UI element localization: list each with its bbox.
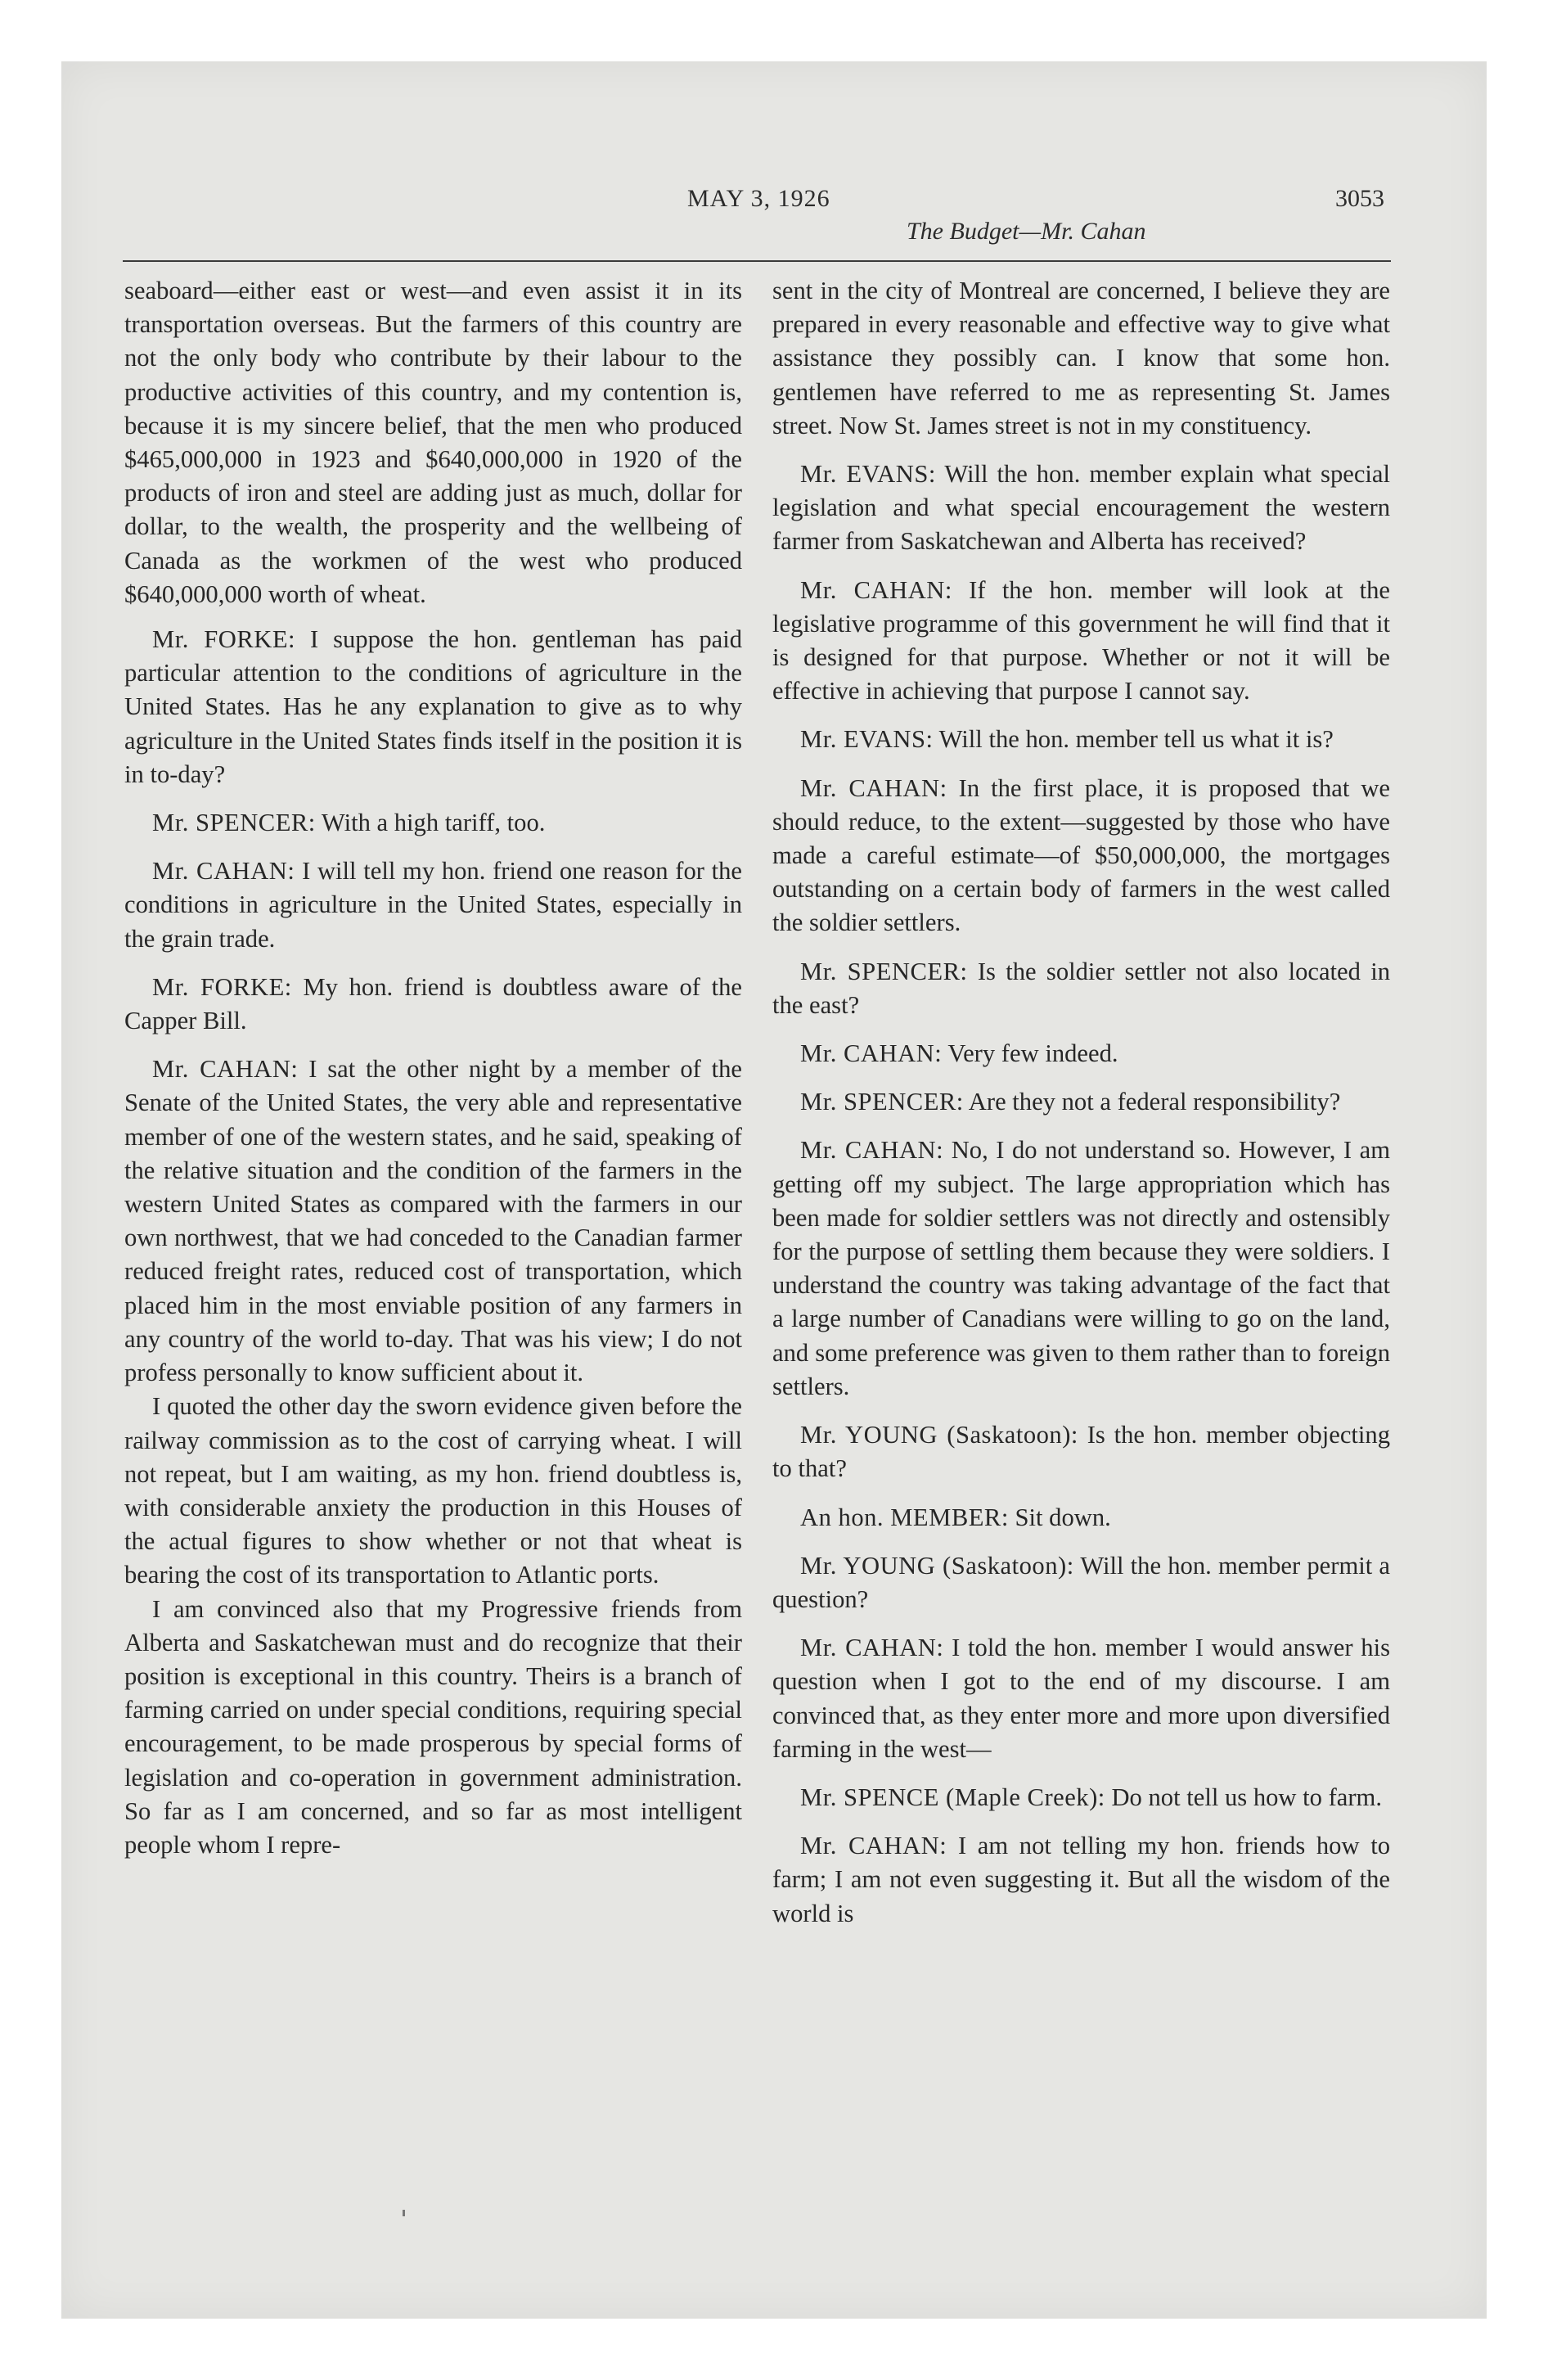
paragraph: [124, 274, 742, 611]
speaker: Mr. CAHAN:: [800, 575, 952, 604]
speaker: Mr. EVANS:: [800, 460, 936, 489]
speech: [772, 1631, 1390, 1766]
page-header: [123, 180, 1391, 254]
speech-text: Will the hon. member permit a question?: [772, 1551, 1391, 1613]
paragraph: [772, 274, 1390, 443]
speech-text: I suppose the hon. gentleman has paid particular attention to the conditions of agriculture in the United States. Has he any explanation to give as to why agriculture in the United States finds itself in the position it is in to-day?: [124, 625, 743, 788]
paragraph-text: I am convinced also that my Progressive friends from Alberta and Saskatchewan must and do recognize that their position is exceptional in this country. Theirs is a branch of farming carried on under special conditions, requiring special encouragement, to be made prosperous by special forms of legislation and co-operation in government administration. So far as I am concerned, and so far as most intelligent people whom I repre-: [124, 1594, 742, 1859]
header-rule: [123, 260, 1391, 262]
speech-text: Do not tell us how to farm.: [1111, 1783, 1382, 1811]
speech: [124, 1053, 742, 1390]
page-number: 3053: [1335, 185, 1384, 212]
speech: [124, 623, 742, 791]
speaker: Mr. SPENCER:: [800, 1088, 964, 1116]
speaker: Mr. SPENCE (Maple Creek):: [800, 1783, 1105, 1811]
speaker: Mr. FORKE:: [152, 625, 296, 654]
paragraph-text: sent in the city of Montreal are concerned, I believe they are prepared in every reasonable and effective way to give what assistance they possibly can. I know that some hon. gentlemen have referred to me as representing St. James street. Now St. James street is not in my constituency.: [772, 277, 1390, 439]
speech-text: Will the hon. member explain what special legislation and what special encouragement the western farmer from Saskatchewan and Alberta has received?: [772, 460, 1390, 556]
paragraph-text: I quoted the other day the sworn evidence given before the railway commission as to the cost of carrying wheat. I will not repeat, but I am waiting, as my hon. friend doubtless is, with considerable anxiety the production in this Houses of the actual figures to show whether or not that wheat is bearing the cost of its transportation to Atlantic ports.: [124, 1392, 742, 1589]
speech: [772, 1829, 1390, 1931]
speech: [772, 1549, 1390, 1616]
speech-text: In the first place, it is proposed that we should reduce, to the extent—suggested by those who have made a careful estimate—of $50,000,000, the mortgages outstanding on a certain body of farmers in the west called the soldier settlers.: [772, 773, 1390, 937]
speech: [772, 1037, 1390, 1071]
speaker: Mr. CAHAN:: [800, 773, 947, 802]
speech: [772, 1501, 1390, 1535]
speaker: Mr. SPENCER:: [152, 809, 316, 837]
speech-text: Are they not a federal responsibility?: [968, 1088, 1341, 1116]
speech-text: I sat the other night by a member of the Senate of the United States, the very able and representative member of one of the western states, and he said, speaking of the relative situation and the condition of the farmers in the western United States as compared with the farmers in our own northwest, that we had conceded to the Canadian farmer reduced freight rates, reduced cost of transportation, which placed him in the most enviable position of any farmers in any country of the world to-day. That was his view; I do not profess personally to know sufficient about it.: [124, 1055, 743, 1387]
speaker: Mr. SPENCER:: [800, 957, 968, 985]
speech: [772, 955, 1390, 1022]
speaker: Mr. CAHAN:: [800, 1634, 944, 1662]
speaker: Mr. EVANS:: [800, 725, 934, 754]
speech: [124, 806, 742, 840]
speech: [124, 971, 742, 1038]
speech: [772, 458, 1390, 559]
speech-text: Is the soldier settler not also located in the east?: [772, 957, 1391, 1019]
paragraph: [124, 1593, 742, 1863]
speech-text: My hon. friend is doubtless aware of the Capper Bill.: [124, 972, 742, 1035]
speech-text: Very few indeed.: [947, 1039, 1118, 1068]
speaker: Mr. CAHAN:: [800, 1039, 943, 1068]
paragraph: [124, 1390, 742, 1592]
speech-text: If the hon. member will look at the legislative programme of this government he will find that it is designed for that purpose. Whether or not it will be effective in achieving that purpose I cannot say.: [772, 575, 1390, 705]
speech-text: With a high tariff, too.: [321, 809, 546, 837]
running-head: The Budget—Mr. Cahan: [907, 218, 1146, 245]
speaker: Mr. CAHAN:: [152, 1055, 299, 1084]
speech-text: Sit down.: [1015, 1503, 1111, 1531]
speech-text: I told the hon. member I would answer his question when I got to the end of my discourse. I am convinced that, as they enter more and more upon diversified farming in the west—: [772, 1634, 1391, 1763]
speech: [772, 1085, 1390, 1119]
speaker: Mr. YOUNG (Saskatoon):: [800, 1551, 1074, 1580]
speaker: Mr. YOUNG (Saskatoon):: [800, 1421, 1078, 1449]
speech: [124, 854, 742, 956]
paragraph-text: seaboard—either east or west—and even assist it in its transportation overseas. But the farmers of this country are not the only body who contribute by their labour to the productive activities of this country, and my contention is, because it is my sincere belief, that the men who produced $465,000,000 in 1923 and $640,000,000 in 1920 of the products of iron and steel are adding just as much, dollar for dollar, to the wealth, the prosperity and the wellbeing of Canada as the workmen of the west who produced $640,000,000 worth of wheat.: [124, 277, 742, 608]
speaker: An hon. MEMBER:: [800, 1503, 1009, 1531]
speaker: Mr. CAHAN:: [152, 857, 295, 886]
speech: [772, 1781, 1390, 1814]
speech-text: Will the hon. member tell us what it is?: [938, 725, 1334, 754]
speech-text: No, I do not understand so. However, I am getting off my subject. The large appropriation which has been made for soldier settlers was not directly and ostensibly for the purpose of settling them because they were soldiers. I understand the country was taking advantage of the fact that a large number of Canadians were willing to go on the land, and some preference was given to them rather than to foreign settlers.: [772, 1136, 1390, 1400]
speaker: Mr. CAHAN:: [800, 1136, 944, 1165]
speaker: Mr. CAHAN:: [800, 1832, 947, 1860]
speech-text: I will tell my hon. friend one reason for the conditions in agriculture in the United States, especially in the grain trade.: [124, 857, 743, 953]
speech: [772, 1134, 1390, 1404]
header-date: MAY 3, 1926: [687, 185, 830, 212]
speech-text: Is the hon. member objecting to that?: [772, 1421, 1390, 1483]
speech: [772, 772, 1390, 940]
left-column: [124, 274, 742, 1862]
right-column: [772, 274, 1390, 1931]
speech: [772, 1418, 1390, 1485]
speech-text: I am not telling my hon. friends how to farm; I am not even suggesting it. But all the wisdom of the world is: [772, 1832, 1391, 1927]
speech: [772, 574, 1390, 709]
speech: [772, 723, 1390, 756]
scan-mark: [403, 2210, 405, 2216]
speaker: Mr. FORKE:: [152, 972, 292, 1001]
